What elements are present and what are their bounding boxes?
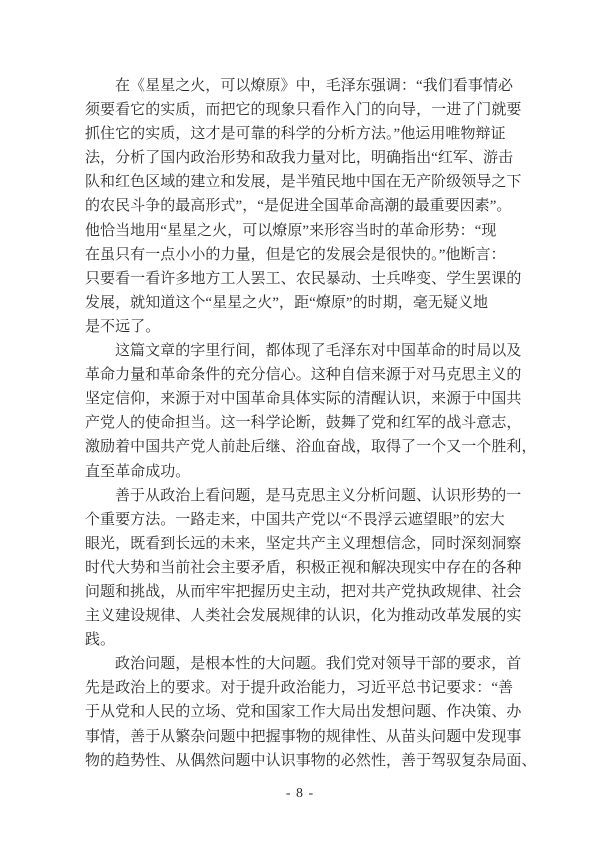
text-line: 直至革命成功。 — [85, 463, 191, 480]
text-line: 只要看一看许多地方工人罢工、农民暴动、士兵哗变、学生罢课的 — [85, 270, 522, 287]
text-line: 事情，善于从繁杂问题中把握事物的规律性、从苗头问题中发现事 — [85, 728, 522, 745]
text-line: 先是政治上的要求。对于提升政治能力，习近平总书记要求：“善 — [85, 680, 514, 697]
text-line: 坚定信仰，来源于对中国革命具体实际的清醒认识，来源于中国共 — [85, 391, 522, 408]
text-line: 发展，就知道这个“星星之火”，距“燎原”的时期，毫无疑义地 — [85, 294, 489, 311]
text-line: 物的趋势性、从偶然问题中认识事物的必然性，善于驾驭复杂局面、 — [85, 752, 537, 769]
text-line: 是不远了。 — [85, 318, 161, 335]
page-footer — [0, 784, 600, 804]
text-line: 于从党和人民的立场、党和国家工作大局出发想问题、作决策、办 — [85, 704, 522, 721]
text-line: 时代大势和当前社会主要矛盾，积极正视和解决现实中存在的各种 — [85, 559, 522, 576]
text-line: 善于从政治上看问题，是马克思主义分析问题、认识形势的一 — [115, 487, 522, 504]
text-line: 法，分析了国内政治形势和敌我力量对比，明确指出“红军、游击 — [85, 150, 514, 167]
text-line: 须要看它的实质，而把它的现象只看作入门的向导，一进了门就要 — [85, 102, 522, 119]
text-line: 问题和挑战，从而牢牢把握历史主动，把对共产党执政规律、社会 — [85, 583, 522, 600]
text-line: 革命力量和革命条件的充分信心。这种自信来源于对马克思主义的 — [85, 367, 522, 384]
text-line: 激励着中国共产党人前赴后继、浴血奋战，取得了一个又一个胜利， — [85, 439, 537, 456]
text-line: 践。 — [85, 632, 116, 649]
text-line: 他恰当地用“星星之火，可以燎原”来形容当时的革命形势：“现 — [85, 222, 497, 239]
paragraph — [85, 74, 521, 339]
text-line: 的农民斗争的最高形式”，“是促进全国革命高潮的最重要因素”。 — [85, 198, 512, 215]
document-text — [85, 74, 537, 773]
page-number: - 8 - — [285, 786, 315, 801]
text-line: 这篇文章的字里行间，都体现了毛泽东对中国革命的时局以及 — [115, 343, 522, 360]
text-line: 在《星星之火，可以燎原》中，毛泽东强调：“我们看事情必 — [115, 78, 514, 94]
text-line: 抓住它的实质，这才是可靠的科学的分析方法。”他运用唯物辩证 — [85, 126, 506, 143]
text-line: 眼光，既看到长远的未来，坚定共产主义理想信念，同时深刻洞察 — [85, 535, 522, 552]
text-line: 队和红色区域的建立和发展，是半殖民地中国在无产阶级领导之下 — [85, 174, 522, 191]
text-line: 产党人的使命担当。这一科学论断，鼓舞了党和红军的战斗意志， — [85, 415, 522, 432]
paragraph — [85, 652, 537, 772]
text-line: 主义建设规律、人类社会发展规律的认识，化为推动改革发展的实 — [85, 608, 522, 625]
text-line: 个重要方法。一路走来，中国共产党以“不畏浮云遮望眼”的宏大 — [85, 511, 505, 528]
paragraph — [85, 484, 521, 653]
text-line: 政治问题，是根本性的大问题。我们党对领导干部的要求，首 — [115, 656, 522, 673]
text-line: 在虽只有一点小小的力量，但是它的发展会是很快的。”他断言： — [85, 246, 506, 263]
paragraph — [85, 339, 537, 484]
